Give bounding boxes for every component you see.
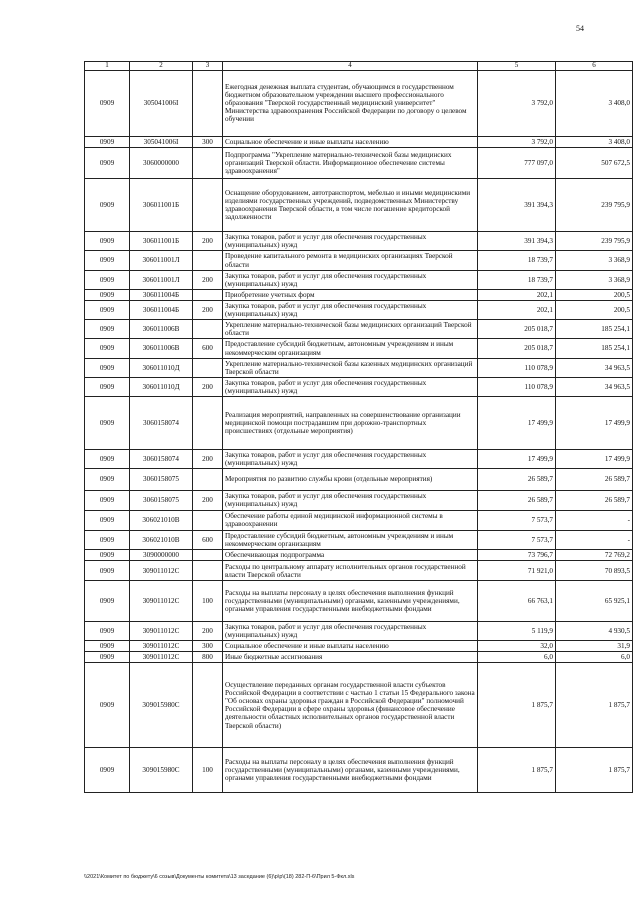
table-row [85, 449, 633, 468]
table-row [85, 251, 633, 271]
target-article-cell: 3060158074 [130, 449, 193, 468]
expense-type-cell [193, 663, 223, 748]
section-code-cell: 0909 [85, 271, 130, 290]
target-article-cell: 3060000000 [130, 147, 193, 178]
table-row [85, 396, 633, 449]
amount-plan-cell: 202,1 [478, 301, 556, 320]
item-name-cell: Подпрограмма "Укрепление материально-технической базы медицинских организаций Тверской области. Информационное обеспечение системы здравоохранения" [223, 147, 478, 178]
target-article-cell: 309015980С [130, 748, 193, 793]
item-name-cell: Закупка товаров, работ и услуг для обеспечения государственных (муниципальных) нужд [223, 449, 478, 468]
section-code-cell: 0909 [85, 652, 130, 663]
section-code-cell: 0909 [85, 231, 130, 250]
amount-actual-cell: 65 925,1 [556, 581, 633, 622]
target-article-cell: 306011001Л [130, 271, 193, 290]
item-name-cell: Закупка товаров, работ и услуг для обеспечения государственных (муниципальных) нужд [223, 377, 478, 396]
section-code-cell: 0909 [85, 136, 130, 147]
amount-actual-cell: 3 368,9 [556, 271, 633, 290]
expense-type-cell [193, 561, 223, 581]
target-article-cell: 309011012С [130, 581, 193, 622]
section-code-cell: 0909 [85, 748, 130, 793]
amount-actual-cell: 4 930,5 [556, 622, 633, 641]
amount-plan-cell: 32,0 [478, 641, 556, 652]
table-row [85, 581, 633, 622]
expense-type-cell: 300 [193, 136, 223, 147]
amount-plan-cell: 7 573,7 [478, 510, 556, 530]
target-article-cell: 306011006В [130, 320, 193, 339]
amount-plan-cell: 26 589,7 [478, 490, 556, 510]
expense-type-cell: 200 [193, 271, 223, 290]
amount-plan-cell: 18 739,7 [478, 251, 556, 271]
section-code-cell: 0909 [85, 290, 130, 301]
amount-actual-cell: 26 589,7 [556, 490, 633, 510]
table-row [85, 290, 633, 301]
amount-plan-cell: 205 018,7 [478, 320, 556, 339]
item-name-cell: Иные бюджетные ассигнования [223, 652, 478, 663]
expense-type-cell [193, 70, 223, 136]
amount-plan-cell: 71 921,0 [478, 561, 556, 581]
expense-type-cell: 200 [193, 301, 223, 320]
table-row [85, 663, 633, 748]
table-row [85, 622, 633, 641]
table-row [85, 561, 633, 581]
section-code-cell: 0909 [85, 490, 130, 510]
amount-plan-cell: 73 796,7 [478, 550, 556, 561]
section-code-cell: 0909 [85, 663, 130, 748]
item-name-cell: Расходы по центральному аппарату исполнительных органов государственной власти Тверской области [223, 561, 478, 581]
amount-actual-cell: 185 254,1 [556, 339, 633, 358]
table-row [85, 550, 633, 561]
target-article-cell: 3060158074 [130, 396, 193, 449]
target-article-cell: 309011012С [130, 641, 193, 652]
amount-plan-cell: 17 499,9 [478, 396, 556, 449]
section-code-cell: 0909 [85, 178, 130, 231]
table-row [85, 377, 633, 396]
table-row [85, 530, 633, 549]
amount-plan-cell: 777 097,0 [478, 147, 556, 178]
target-article-cell: 309011012С [130, 622, 193, 641]
item-name-cell: Ежегодная денежная выплата студентам, обучающимся в государственном бюджетном образовательном учреждении высшего профессионального образования "Тверской государственный медицинский университет" Министерства здравоохранения Российской Федерации по договору о целевом обучении [223, 70, 478, 136]
item-name-cell: Закупка товаров, работ и услуг для обеспечения государственных (муниципальных) нужд [223, 490, 478, 510]
item-name-cell: Расходы на выплаты персоналу в целях обеспечения выполнения функций государственными (муниципальными) органами, казенными учреждениями, органами управления государственными внебюджетными фондами [223, 748, 478, 793]
amount-plan-cell: 205 018,7 [478, 339, 556, 358]
amount-plan-cell: 1 875,7 [478, 748, 556, 793]
item-name-cell: Приобретение учетных форм [223, 290, 478, 301]
expense-type-cell: 100 [193, 748, 223, 793]
table-row [85, 468, 633, 490]
section-code-cell: 0909 [85, 622, 130, 641]
table-row [85, 70, 633, 136]
section-code-cell: 0909 [85, 510, 130, 530]
expense-type-cell: 800 [193, 652, 223, 663]
amount-actual-cell: 34 963,5 [556, 377, 633, 396]
expense-type-cell [193, 147, 223, 178]
footer-file-path: \\2021\Комитет по бюджету\6 созыв\Документы комитета\13 заседание (6)\р\р\(18) 282-П-6\Прил 5-Фкл.xls [84, 874, 355, 880]
amount-actual-cell: 3 408,0 [556, 136, 633, 147]
section-code-cell: 0909 [85, 396, 130, 449]
table-row [85, 320, 633, 339]
item-name-cell: Мероприятия по развитию службы крови (отдельные мероприятия) [223, 468, 478, 490]
section-code-cell: 0909 [85, 468, 130, 490]
amount-actual-cell: 1 875,7 [556, 748, 633, 793]
target-article-cell: 3060158075 [130, 490, 193, 510]
expense-type-cell [193, 468, 223, 490]
page-number: 54 [576, 24, 584, 33]
item-name-cell: Закупка товаров, работ и услуг для обеспечения государственных (муниципальных) нужд [223, 271, 478, 290]
table-row [85, 339, 633, 358]
section-code-cell: 0909 [85, 70, 130, 136]
budget-table [84, 61, 633, 793]
target-article-cell: 306011010Д [130, 358, 193, 377]
expense-type-cell [193, 510, 223, 530]
expense-type-cell [193, 358, 223, 377]
amount-actual-cell: 200,5 [556, 301, 633, 320]
amount-plan-cell: 1 875,7 [478, 663, 556, 748]
item-name-cell: Социальное обеспечение и иные выплаты населению [223, 641, 478, 652]
section-code-cell: 0909 [85, 550, 130, 561]
item-name-cell: Оснащение оборудованием, автотранспортом, мебелью и иными медицинскими изделиями государственных учреждений, подведомственных Министерству здравоохранения Тверской области, в том числе погашение кредиторской задолженности [223, 178, 478, 231]
amount-actual-cell: 26 589,7 [556, 468, 633, 490]
table-body [85, 70, 633, 793]
amount-actual-cell: - [556, 510, 633, 530]
table-row [85, 271, 633, 290]
amount-actual-cell: 31,9 [556, 641, 633, 652]
table-row [85, 358, 633, 377]
amount-actual-cell: 239 795,9 [556, 178, 633, 231]
expense-type-cell [193, 550, 223, 561]
expense-type-cell: 200 [193, 377, 223, 396]
target-article-cell: 305041006I [130, 136, 193, 147]
table-row [85, 748, 633, 793]
amount-plan-cell: 391 394,3 [478, 178, 556, 231]
section-code-cell: 0909 [85, 147, 130, 178]
amount-actual-cell: 17 499,9 [556, 396, 633, 449]
amount-actual-cell: - [556, 530, 633, 549]
target-article-cell: 306011001Л [130, 251, 193, 271]
amount-actual-cell: 239 795,9 [556, 231, 633, 250]
amount-actual-cell: 34 963,5 [556, 358, 633, 377]
amount-actual-cell: 72 769,2 [556, 550, 633, 561]
item-name-cell: Расходы на выплаты персоналу в целях обеспечения выполнения функций государственными (муниципальными) органами, казенными учреждениями, органами управления государственными внебюджетными фондами [223, 581, 478, 622]
header-cell-6: 6 [556, 62, 633, 71]
section-code-cell: 0909 [85, 320, 130, 339]
target-article-cell: 309011012С [130, 561, 193, 581]
expense-type-cell: 600 [193, 339, 223, 358]
amount-plan-cell: 6,0 [478, 652, 556, 663]
item-name-cell: Укрепление материально-технической базы казенных медицинских организаций Тверской области [223, 358, 478, 377]
amount-actual-cell: 6,0 [556, 652, 633, 663]
section-code-cell: 0909 [85, 581, 130, 622]
section-code-cell: 0909 [85, 530, 130, 549]
amount-plan-cell: 391 394,3 [478, 231, 556, 250]
section-code-cell: 0909 [85, 251, 130, 271]
amount-plan-cell: 110 078,9 [478, 377, 556, 396]
target-article-cell: 306021010В [130, 530, 193, 549]
amount-plan-cell: 26 589,7 [478, 468, 556, 490]
amount-plan-cell: 5 119,9 [478, 622, 556, 641]
header-cell-3: 3 [193, 62, 223, 71]
header-cell-4: 4 [223, 62, 478, 71]
amount-plan-cell: 66 763,1 [478, 581, 556, 622]
item-name-cell: Социальное обеспечение и иные выплаты населению [223, 136, 478, 147]
item-name-cell: Обеспечивающая подпрограмма [223, 550, 478, 561]
target-article-cell: 309015980С [130, 663, 193, 748]
section-code-cell: 0909 [85, 561, 130, 581]
amount-actual-cell: 3 368,9 [556, 251, 633, 271]
section-code-cell: 0909 [85, 377, 130, 396]
amount-plan-cell: 17 499,9 [478, 449, 556, 468]
target-article-cell: 306011004Б [130, 290, 193, 301]
table-row [85, 231, 633, 250]
target-article-cell: 306011010Д [130, 377, 193, 396]
amount-plan-cell: 18 739,7 [478, 271, 556, 290]
item-name-cell: Осуществление переданных органам государственной власти субъектов Российской Федерации в соответствии с частью 1 статьи 15 Федерального закона "Об основах охраны здоровья граждан в Российской Федерации" полномочий Российской Федерации в сфере охраны здоровья (финансовое обеспечение деятельности областных исполнительных органов государственной власти Тверской области) [223, 663, 478, 748]
expense-type-cell: 200 [193, 449, 223, 468]
table-row [85, 147, 633, 178]
header-cell-2: 2 [130, 62, 193, 71]
section-code-cell: 0909 [85, 301, 130, 320]
item-name-cell: Закупка товаров, работ и услуг для обеспечения государственных (муниципальных) нужд [223, 622, 478, 641]
expense-type-cell [193, 320, 223, 339]
table-row [85, 136, 633, 147]
expense-type-cell: 200 [193, 231, 223, 250]
item-name-cell: Укрепление материально-технической базы медицинских организаций Тверской области [223, 320, 478, 339]
section-code-cell: 0909 [85, 358, 130, 377]
amount-actual-cell: 70 893,5 [556, 561, 633, 581]
item-name-cell: Закупка товаров, работ и услуг для обеспечения государственных (муниципальных) нужд [223, 301, 478, 320]
table-row [85, 178, 633, 231]
header-cell-5: 5 [478, 62, 556, 71]
amount-actual-cell: 185 254,1 [556, 320, 633, 339]
item-name-cell: Предоставление субсидий бюджетным, автономным учреждениям и иным некоммерческим организациям [223, 530, 478, 549]
target-article-cell: 305041006I [130, 70, 193, 136]
expense-type-cell [193, 396, 223, 449]
section-code-cell: 0909 [85, 641, 130, 652]
table-row [85, 641, 633, 652]
section-code-cell: 0909 [85, 339, 130, 358]
amount-actual-cell: 507 672,5 [556, 147, 633, 178]
expense-type-cell: 200 [193, 622, 223, 641]
target-article-cell: 306011004Б [130, 301, 193, 320]
item-name-cell: Проведение капитального ремонта в медицинских организациях Тверской области [223, 251, 478, 271]
expense-type-cell: 300 [193, 641, 223, 652]
table-row [85, 490, 633, 510]
amount-plan-cell: 7 573,7 [478, 530, 556, 549]
table-row [85, 510, 633, 530]
target-article-cell: 306011001Б [130, 178, 193, 231]
header-cell-1: 1 [85, 62, 130, 71]
target-article-cell: 306021010В [130, 510, 193, 530]
expense-type-cell [193, 251, 223, 271]
target-article-cell: 3060158075 [130, 468, 193, 490]
amount-plan-cell: 202,1 [478, 290, 556, 301]
target-article-cell: 3090000000 [130, 550, 193, 561]
expense-type-cell: 200 [193, 490, 223, 510]
amount-plan-cell: 3 792,0 [478, 70, 556, 136]
amount-actual-cell: 17 499,9 [556, 449, 633, 468]
item-name-cell: Предоставление субсидий бюджетным, автономным учреждениям и иным некоммерческим организациям [223, 339, 478, 358]
expense-type-cell: 600 [193, 530, 223, 549]
expense-type-cell: 100 [193, 581, 223, 622]
amount-plan-cell: 3 792,0 [478, 136, 556, 147]
section-code-cell: 0909 [85, 449, 130, 468]
amount-actual-cell: 3 408,0 [556, 70, 633, 136]
expense-type-cell [193, 178, 223, 231]
table-row [85, 301, 633, 320]
target-article-cell: 306011006В [130, 339, 193, 358]
amount-plan-cell: 110 078,9 [478, 358, 556, 377]
amount-actual-cell: 200,5 [556, 290, 633, 301]
item-name-cell: Обеспечение работы единой медицинской информационной системы в здравоохранении [223, 510, 478, 530]
item-name-cell: Закупка товаров, работ и услуг для обеспечения государственных (муниципальных) нужд [223, 231, 478, 250]
target-article-cell: 309011012С [130, 652, 193, 663]
expense-type-cell [193, 290, 223, 301]
header-row [85, 62, 633, 71]
amount-actual-cell: 1 875,7 [556, 663, 633, 748]
item-name-cell: Реализация мероприятий, направленных на совершенствование организации медицинской помощи пострадавшим при дорожно-транспортных происшествиях (отдельные мероприятия) [223, 396, 478, 449]
target-article-cell: 306011001Б [130, 231, 193, 250]
table-row [85, 652, 633, 663]
